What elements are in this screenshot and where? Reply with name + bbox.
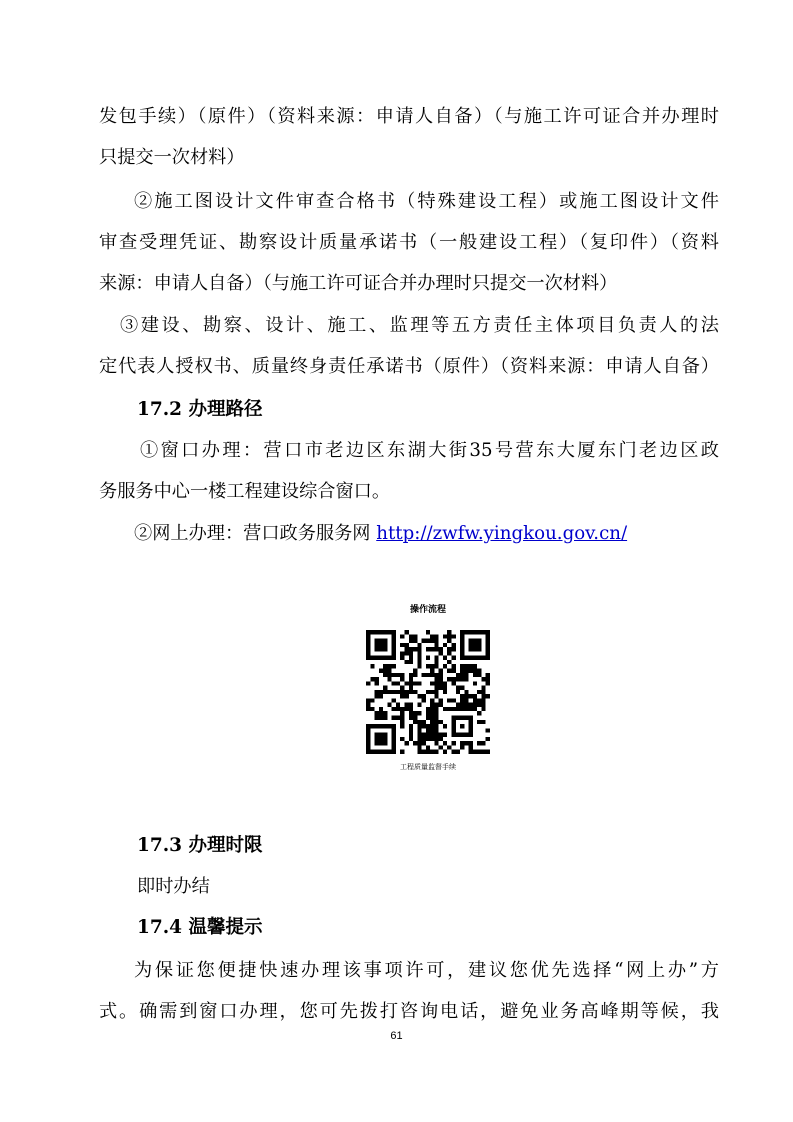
paragraph-line: ①窗口办理：营口市老边区东湖大街35号营东大厦东门老边区政 xyxy=(140,440,719,461)
qr-block xyxy=(366,602,490,772)
paragraph-line: 式。确需到窗口办理，您可先拨打咨询电话，避免业务高峰期等候，我 xyxy=(99,1001,719,1022)
paragraph-line: 只提交一次材料） xyxy=(99,147,245,168)
paragraph-line: 务服务中心一楼工程建设综合窗口。 xyxy=(99,481,391,502)
online-label: ②网上办理：营口政务服务网 xyxy=(134,523,377,544)
paragraph-line: ②施工图设计文件审查合格书（特殊建设工程）或施工图设计文件 xyxy=(134,191,719,212)
qr-code-icon xyxy=(366,630,490,754)
paragraph-line: 来源：申请人自备）（与施工许可证合并办理时只提交一次材料） xyxy=(99,273,618,294)
section-heading: 17.3 办理时限 xyxy=(137,835,263,856)
paragraph-line: 即时办结 xyxy=(137,876,210,897)
section-heading: 17.4 温馨提示 xyxy=(137,917,263,938)
paragraph-line: 定代表人授权书、质量终身责任承诺书（原件）（资料来源：申请人自备） xyxy=(99,356,719,377)
paragraph-line: 为保证您便捷快速办理该事项许可，建议您优先选择“网上办”方 xyxy=(134,960,719,981)
paragraph-line xyxy=(134,522,719,546)
section-heading: 17.2 办理路径 xyxy=(137,399,263,420)
qr-caption: 工程质量监督手续 xyxy=(400,763,456,771)
paragraph-line: 发包手续）（原件）（资料来源：申请人自备）（与施工许可证合并办理时 xyxy=(99,106,719,127)
paragraph-line: 审查受理凭证、勘察设计质量承诺书（一般建设工程）（复印件）（资料 xyxy=(99,232,719,253)
qr-title: 操作流程 xyxy=(409,605,446,615)
paragraph-line: ③建设、勘察、设计、施工、监理等五方责任主体项目负责人的法 xyxy=(120,315,719,336)
page-number: 61 xyxy=(390,1030,403,1042)
gov-service-link[interactable]: http://zwfw.yingkou.gov.cn/ xyxy=(376,523,628,544)
